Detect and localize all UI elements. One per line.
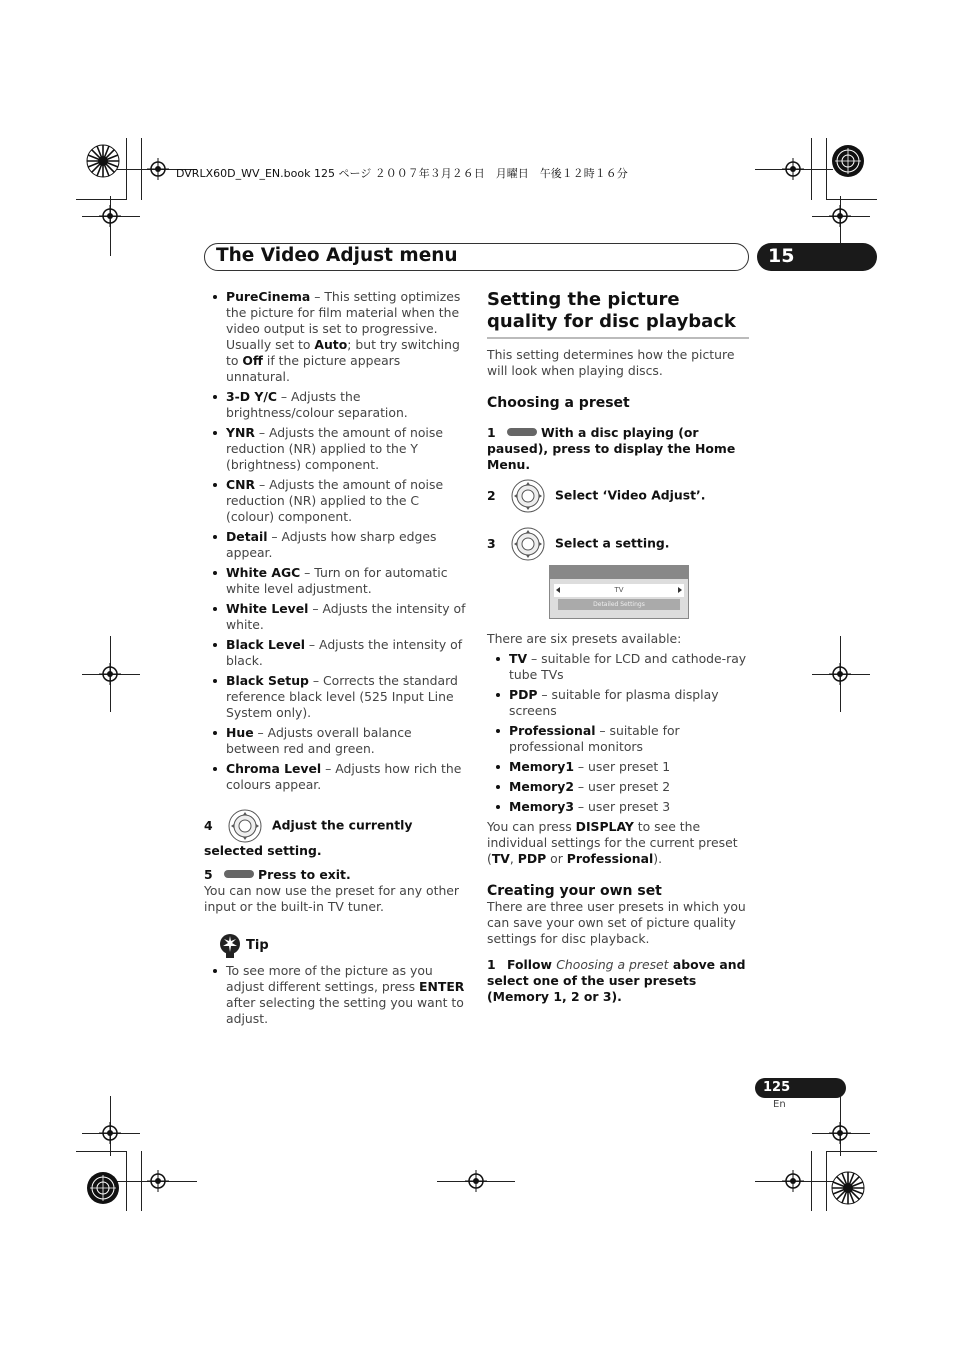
crosshair-icon <box>147 1170 169 1192</box>
list-item: 3-D Y/C – Adjusts the brightness/colour separation. <box>204 389 466 421</box>
heading-rule <box>487 337 749 339</box>
registration-target-icon <box>86 1171 120 1205</box>
list-item: Memory1 – user preset 1 <box>487 759 749 775</box>
dial-icon <box>511 479 545 513</box>
list-item: Memory3 – user preset 3 <box>487 799 749 815</box>
list-item: Hue – Adjusts overall balance between red and green. <box>204 725 466 757</box>
list-item: Memory2 – user preset 2 <box>487 779 749 795</box>
tip-heading: Tip <box>218 933 466 959</box>
home-menu-button-icon <box>224 870 254 878</box>
dial-icon <box>228 809 262 843</box>
subheading-creating-set: Creating your own set <box>487 883 662 899</box>
presets-intro: There are six presets available: <box>487 631 682 646</box>
on-screen-menu <box>549 565 689 619</box>
preset-selector: TV <box>554 584 684 597</box>
page-number: 125 <box>763 1080 791 1095</box>
list-item: White Level – Adjusts the intensity of white. <box>204 601 466 633</box>
step-4: 4 Adjust the currently selected setting. <box>204 809 466 859</box>
list-item: Chroma Level – Adjusts how rich the colours appear. <box>204 761 466 793</box>
page-title: The Video Adjust menu <box>216 245 458 266</box>
list-item: TV – suitable for LCD and cathode-ray tube TVs <box>487 651 749 683</box>
setting-list <box>204 289 466 793</box>
crosshair-icon <box>829 663 851 685</box>
crosshair-icon <box>99 663 121 685</box>
creating-set-body: There are three user presets in which you can save your own set of picture quality settings for disc playback. <box>487 899 746 946</box>
list-item: YNR – Adjusts the amount of noise reduction (NR) applied to the Y (brightness) component. <box>204 425 466 473</box>
list-item: Black Setup – Corrects the standard reference black level (525 Input Line System only). <box>204 673 466 721</box>
step-follow: 1 Follow Choosing a preset above and select one of the user presets (Memory 1, 2 or 3). <box>487 957 746 1004</box>
dial-icon <box>511 527 545 561</box>
left-column <box>204 289 466 1031</box>
crosshair-icon <box>99 205 121 227</box>
chapter-tab <box>757 243 877 271</box>
right-column <box>487 289 749 1005</box>
preset-list <box>487 651 749 815</box>
list-item: To see more of the picture as you adjust different settings, press ENTER after selecting the setting you want to adjust. <box>204 963 466 1027</box>
crosshair-icon <box>147 158 169 180</box>
step-5-body: You can now use the preset for any other input or the built-in TV tuner. <box>204 883 460 914</box>
registration-burst-icon <box>831 1171 865 1205</box>
print-info: DVRLX60D_WV_EN.book 125 ページ ２００７年３月２６日 月曜日 午後１２時１６分 <box>176 167 628 180</box>
list-item: PDP – suitable for plasma display screens <box>487 687 749 719</box>
step-2: 2 Select ‘Video Adjust’. <box>487 479 749 513</box>
subheading-choosing-preset: Choosing a preset <box>487 395 630 411</box>
step-5: 5 Press to exit. <box>204 867 351 882</box>
home-menu-button-icon <box>507 428 537 436</box>
section-heading: Setting the picture quality for disc playback <box>487 289 736 332</box>
chapter-number: 15 <box>768 245 795 267</box>
page-number-tab <box>755 1078 846 1098</box>
crosshair-icon <box>99 1122 121 1144</box>
list-item: Professional – suitable for professional monitors <box>487 723 749 755</box>
language-code: En <box>773 1099 786 1110</box>
step-1: 1 With a disc playing (or paused), press to display the Home Menu. <box>487 425 736 472</box>
display-note: You can press DISPLAY to see the individual settings for the current preset (TV, PDP or Professional). <box>487 819 738 866</box>
detailed-settings-option: Detailed Settings <box>558 599 680 610</box>
section-header <box>204 243 749 271</box>
intro-text: This setting determines how the picture will look when playing discs. <box>487 347 735 378</box>
menu-title-bar <box>550 566 688 579</box>
list-item: White AGC – Turn on for automatic white level adjustment. <box>204 565 466 597</box>
list-item: Detail – Adjusts how sharp edges appear. <box>204 529 466 561</box>
list-item: Black Level – Adjusts the intensity of black. <box>204 637 466 669</box>
crosshair-icon <box>829 205 851 227</box>
step-3: 3 Select a setting. <box>487 527 749 561</box>
list-item: CNR – Adjusts the amount of noise reduction (NR) applied to the C (colour) component. <box>204 477 466 525</box>
crosshair-icon <box>829 1122 851 1144</box>
tip-list <box>204 963 466 1027</box>
registration-burst-icon <box>86 144 120 178</box>
arrow-right-icon <box>678 587 682 593</box>
crosshair-icon <box>782 158 804 180</box>
crosshair-icon <box>465 1170 487 1192</box>
registration-target-icon <box>831 144 865 178</box>
list-item: PureCinema – This setting optimizes the picture for film material when the video output is set to progressive. Usually set to Auto; but try switching to Off if the picture appears unnatural. <box>204 289 466 385</box>
crosshair-icon <box>782 1170 804 1192</box>
lightbulb-icon <box>218 933 242 959</box>
